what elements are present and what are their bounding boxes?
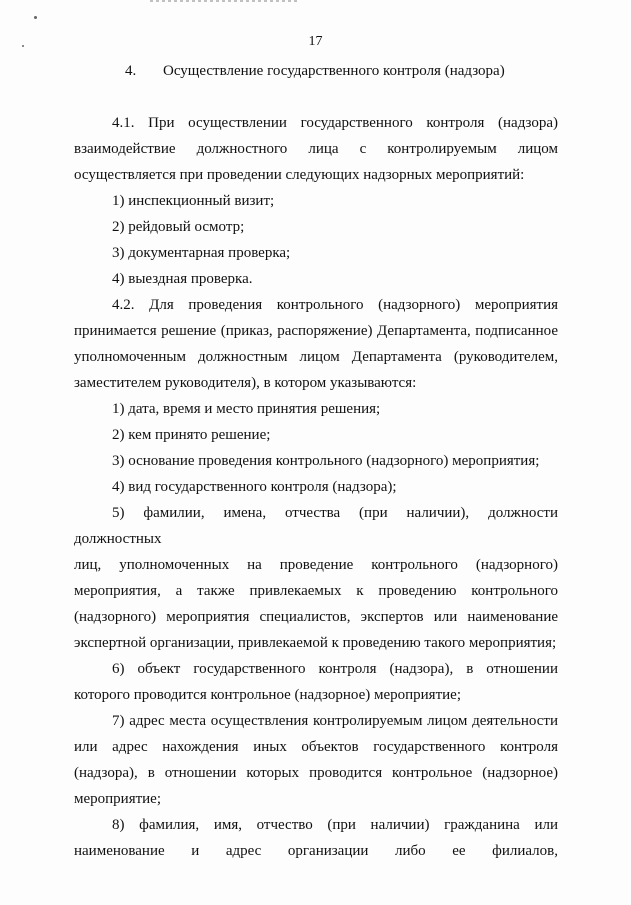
text-line: экспертной организации, привлекаемой к проведению такого мероприятия; xyxy=(74,635,557,651)
text-line: или адрес нахождения иных объектов государственного контроля xyxy=(74,739,558,755)
list-item: 3) документарная проверка; xyxy=(112,245,291,261)
list-item: 5) фамилии, имена, отчества (при наличии), должности должностных xyxy=(74,505,558,547)
list-item: 1) инспекционный визит; xyxy=(112,193,275,209)
text-line: наименование и адрес организации либо ее филиалов, xyxy=(74,843,558,859)
text-line: осуществляется при проведении следующих надзорных мероприятий: xyxy=(74,167,525,183)
text-line: лиц, уполномоченных на проведение контрольного (надзорного) xyxy=(74,557,558,573)
text-line: взаимодействие должностного лица с контролируемым лицом xyxy=(74,141,558,157)
text-line: мероприятие; xyxy=(74,791,162,807)
section-heading xyxy=(125,63,505,80)
text-line: (надзорного) мероприятия специалистов, экспертов или наименование xyxy=(74,609,558,625)
text-line: (надзора), в отношении которых проводится контрольное (надзорное) xyxy=(74,765,558,781)
list-item: 6) объект государственного контроля (надзора), в отношении xyxy=(112,661,558,677)
scan-artifact xyxy=(150,0,300,2)
text-line: уполномоченным должностным лицом Департамента (руководителем, xyxy=(74,349,558,365)
text-line: 4.2. Для проведения контрольного (надзорного) мероприятия xyxy=(112,297,558,313)
text-line: мероприятия, а также привлекаемых к проведению контрольного xyxy=(74,583,558,599)
text-line: которого проводится контрольное (надзорное) мероприятие; xyxy=(74,687,461,703)
list-item: 3) основание проведения контрольного (надзорного) мероприятия; xyxy=(112,453,540,469)
list-item: 2) рейдовый осмотр; xyxy=(112,219,245,235)
text-line: 4.1. При осуществлении государственного контроля (надзора) xyxy=(112,115,558,131)
list-item: 4) выездная проверка. xyxy=(112,271,253,287)
list-item: 4) вид государственного контроля (надзора); xyxy=(112,479,397,495)
section-title: Осуществление государственного контроля (надзора) xyxy=(163,63,505,79)
document-body xyxy=(74,110,558,864)
section-number: 4. xyxy=(125,63,137,79)
list-item: 2) кем принято решение; xyxy=(112,427,271,443)
scan-speck xyxy=(34,16,37,19)
page-number: 17 xyxy=(308,34,323,49)
text-line: заместителем руководителя), в котором указываются: xyxy=(74,375,417,391)
list-item: 7) адрес места осуществления контролируемым лицом деятельности xyxy=(112,713,558,729)
text-line: принимается решение (приказ, распоряжение) Департамента, подписанное xyxy=(74,323,558,339)
list-item: 1) дата, время и место принятия решения; xyxy=(112,401,381,417)
list-item: 8) фамилия, имя, отчество (при наличии) гражданина или xyxy=(112,817,558,833)
